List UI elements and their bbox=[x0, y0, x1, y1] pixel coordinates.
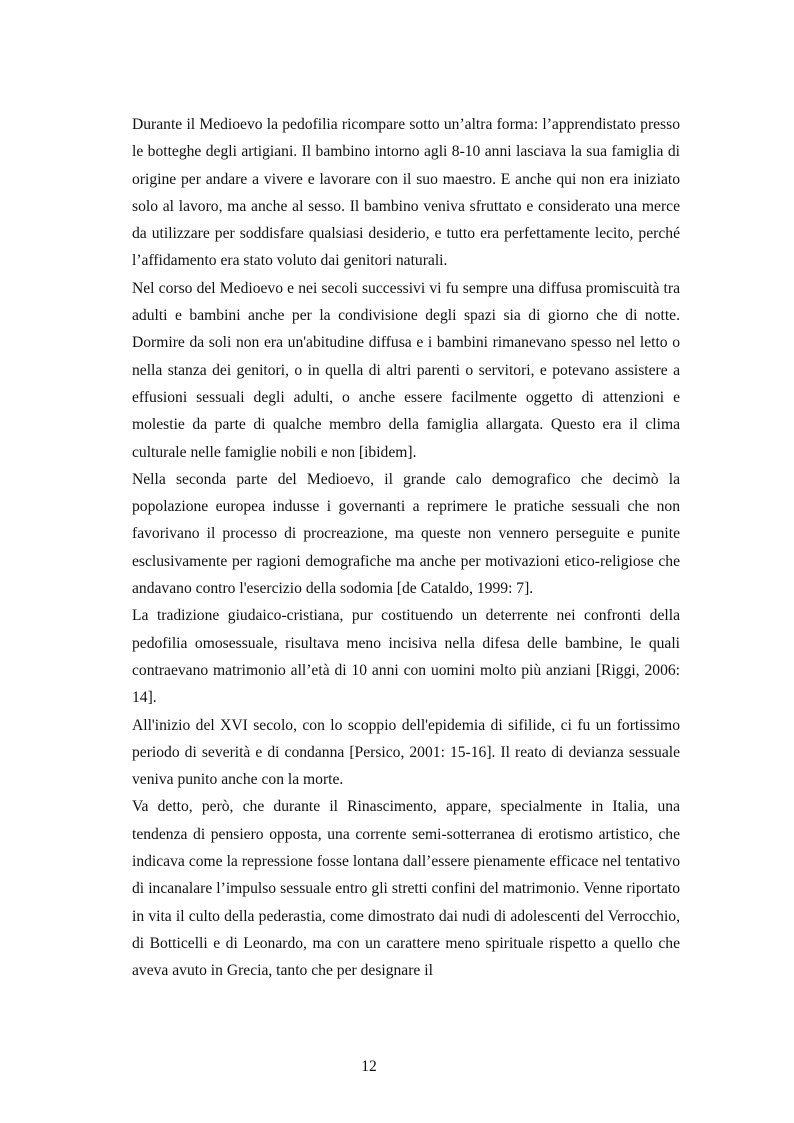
page-number: 12 bbox=[361, 1058, 377, 1075]
paragraph-xvi-secolo: All'inizio del XVI secolo, con lo scoppio dell'epidemia di sifilide, ci fu un fortissimo periodo di severità e di condanna [Persico, 2001: 15-16]. Il reato di devianza sessuale veniva punito anche con la morte. bbox=[132, 716, 680, 789]
paragraph-promiscuita: Nel corso del Medioevo e nei secoli successivi vi fu sempre una diffusa promiscuità tra adulti e bambini anche per la condivisione degli spazi sia di giorno che di notte. Dormire da soli non era un'abitudine diffusa e i bambini rimanevano spesso nel letto o nella stanza dei genitori, o in quella di altri parenti o servitori, e potevano assistere a effusioni sessuali degli adulti, o anche essere facilmente oggetto di attenzioni e molestie da parte di qualche membro della famiglia allargata. Questo era il clima culturale nelle famiglie nobili e non [ibidem]. bbox=[132, 279, 680, 461]
paragraph-rinascimento: Va detto, però, che durante il Rinascimento, appare, specialmente in Italia, una tendenza di pensiero opposta, una corrente semi-sotterranea di erotismo artistico, che indicava come la repressione fosse lontana dall’essere pienamente efficace nel tentativo di incanalare l’impulso sessuale entro gli stretti confini del matrimonio. Venne riportato in vita il culto della pederastia, come dimostrato dai nudi di adolescenti del Verrocchio, di Botticelli e di Leonardo, ma con un carattere meno spirituale rispetto a quello che aveva avuto in Grecia, tanto che per designare il bbox=[132, 798, 680, 980]
paragraph-medioevo-apprendistato: Durante il Medioevo la pedofilia ricompare sotto un’altra forma: l’apprendistato presso le botteghe degli artigiani. Il bambino intorno agli 8-10 anni lasciava la sua famiglia di origine per andare a vivere e lavorare con il suo maestro. E anche qui non era iniziato solo al lavoro, ma anche al sesso. Il bambino veniva sfruttato e considerato una merce da utilizzare per soddisfare qualsiasi desiderio, e tutto era perfettamente lecito, perché l’affidamento era stato voluto dai genitori naturali. bbox=[132, 116, 680, 270]
paragraph-calo-demografico: Nella seconda parte del Medioevo, il grande calo demografico che decimò la popolazione europea indusse i governanti a reprimere le pratiche sessuali che non favorivano il processo di procreazione, ma queste non vennero perseguite e punite esclusivamente per ragioni demografiche ma anche per motivazioni etico-religiose che andavano contro l'esercizio della sodomia [de Cataldo, 1999: 7]. bbox=[132, 470, 680, 598]
body-text bbox=[132, 111, 680, 985]
paragraph-tradizione-giudaico-cristiana: La tradizione giudaico-cristiana, pur costituendo un deterrente nei confronti della pedofilia omosessuale, risultava meno incisiva nella difesa delle bambine, le quali contraevano matrimonio all’età di 10 anni con uomini molto più anziani [Riggi, 2006: 14]. bbox=[132, 607, 680, 707]
